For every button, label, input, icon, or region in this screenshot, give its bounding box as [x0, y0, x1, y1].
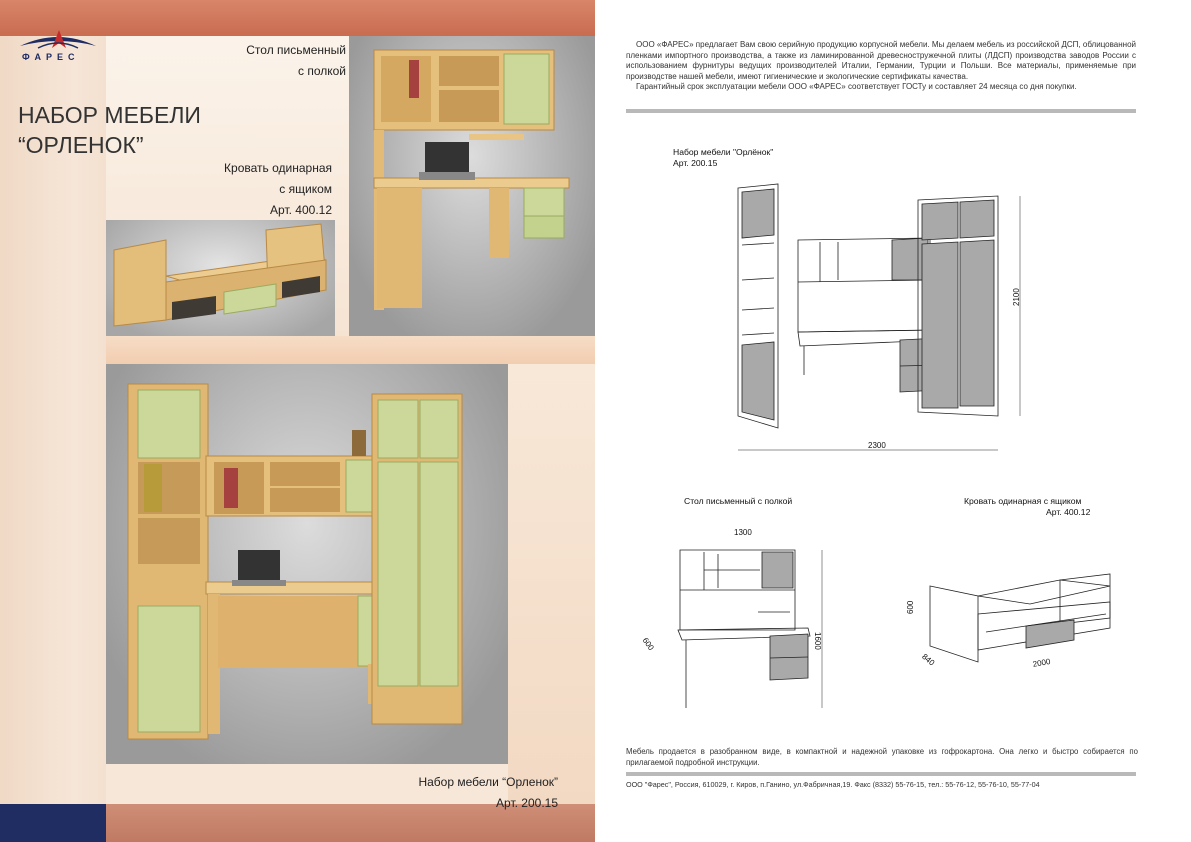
- set-caption-art: Арт. 200.15: [496, 796, 558, 810]
- bed-caption-line2: с ящиком: [279, 182, 332, 196]
- bed-height-dimension: 600: [906, 600, 915, 614]
- desk-width-dimension: 1300: [734, 528, 752, 537]
- furniture-set-photo: [106, 364, 508, 764]
- intro-paragraph-2: Гарантийный срок эксплуатации мебели ООО «ФАРЕС» соответствует ГОСТу и составляет 24 месяца со дня покупки.: [636, 82, 1077, 92]
- bed-length-dimension: 2000: [1032, 656, 1052, 669]
- logo-text: ФАРЕС: [22, 52, 80, 62]
- desk-height-dimension: 1600: [813, 632, 822, 650]
- bottom-divider: [626, 772, 1136, 776]
- bed-caption-art: Арт. 400.12: [270, 203, 332, 217]
- desk-caption-line1: Стол письменный: [246, 43, 346, 57]
- main-title-line2: “ОРЛЕНОК”: [18, 132, 144, 158]
- set-technical-drawing: [720, 180, 1010, 460]
- top-divider: [626, 109, 1136, 113]
- bed-drawing-art: Арт. 400.12: [1046, 507, 1091, 517]
- set-drawing-label: Набор мебели "Орлёнок": [673, 147, 774, 157]
- desk-photo: [349, 36, 595, 336]
- set-caption-line1: Набор мебели “Орленок”: [418, 775, 558, 789]
- footer-note: Мебель продается в разобранном виде, в компактной и надежной упаковке из гофрокартона. Она легко и быстро собирается по прилагаемой подробной инструкции.: [626, 747, 1138, 767]
- desk-drawing-label: Стол письменный с полкой: [684, 496, 793, 506]
- footer-address: ООО "Фарес", Россия, 610029, г. Киров, п.Ганино, ул.Фабричная,19. Факс (8332) 55-76-15, тел.: 55-76-12, 55-76-10, 55-77-04: [626, 780, 1040, 789]
- bed-photo: [106, 220, 335, 336]
- bed-caption-line1: Кровать одинарная: [224, 161, 332, 175]
- set-width-dimension: 2300: [868, 441, 886, 450]
- main-title: [18, 100, 201, 160]
- intro-text: [626, 40, 1136, 93]
- bed-depth-dimension: 840: [920, 652, 937, 668]
- set-drawing-art: Арт. 200.15: [673, 158, 718, 168]
- bed-caption: [170, 158, 332, 221]
- desk-technical-drawing: [660, 540, 840, 720]
- bottom-navy-block: [0, 804, 106, 842]
- set-caption: [340, 772, 558, 814]
- desk-caption: [180, 40, 346, 82]
- bed-drawing-label: Кровать одинарная с ящиком: [964, 496, 1082, 506]
- desk-caption-line2: с полкой: [297, 64, 346, 78]
- main-title-line1: НАБОР МЕБЕЛИ: [18, 102, 201, 128]
- intro-paragraph-1: ООО «ФАРЕС» предлагает Вам свою серийную продукцию корпусной мебели. Мы делаем мебель из российской ДСП, облицованной пленками импортного производства, а также из ламинированной древесностружечной плиты (ЛДСП) производства заводов России с использованием фурнитуры ведущих производителей Италии, Германии, Турции и Польши. Все материалы, применяемые при производстве нашей мебели, имеют гигиенические и экологические сертификаты качества.: [626, 40, 1136, 81]
- set-height-dimension: 2100: [1012, 288, 1021, 306]
- middle-color-band: [106, 336, 595, 364]
- desk-depth-dimension: 600: [640, 636, 656, 653]
- bottom-side-background: [508, 364, 595, 804]
